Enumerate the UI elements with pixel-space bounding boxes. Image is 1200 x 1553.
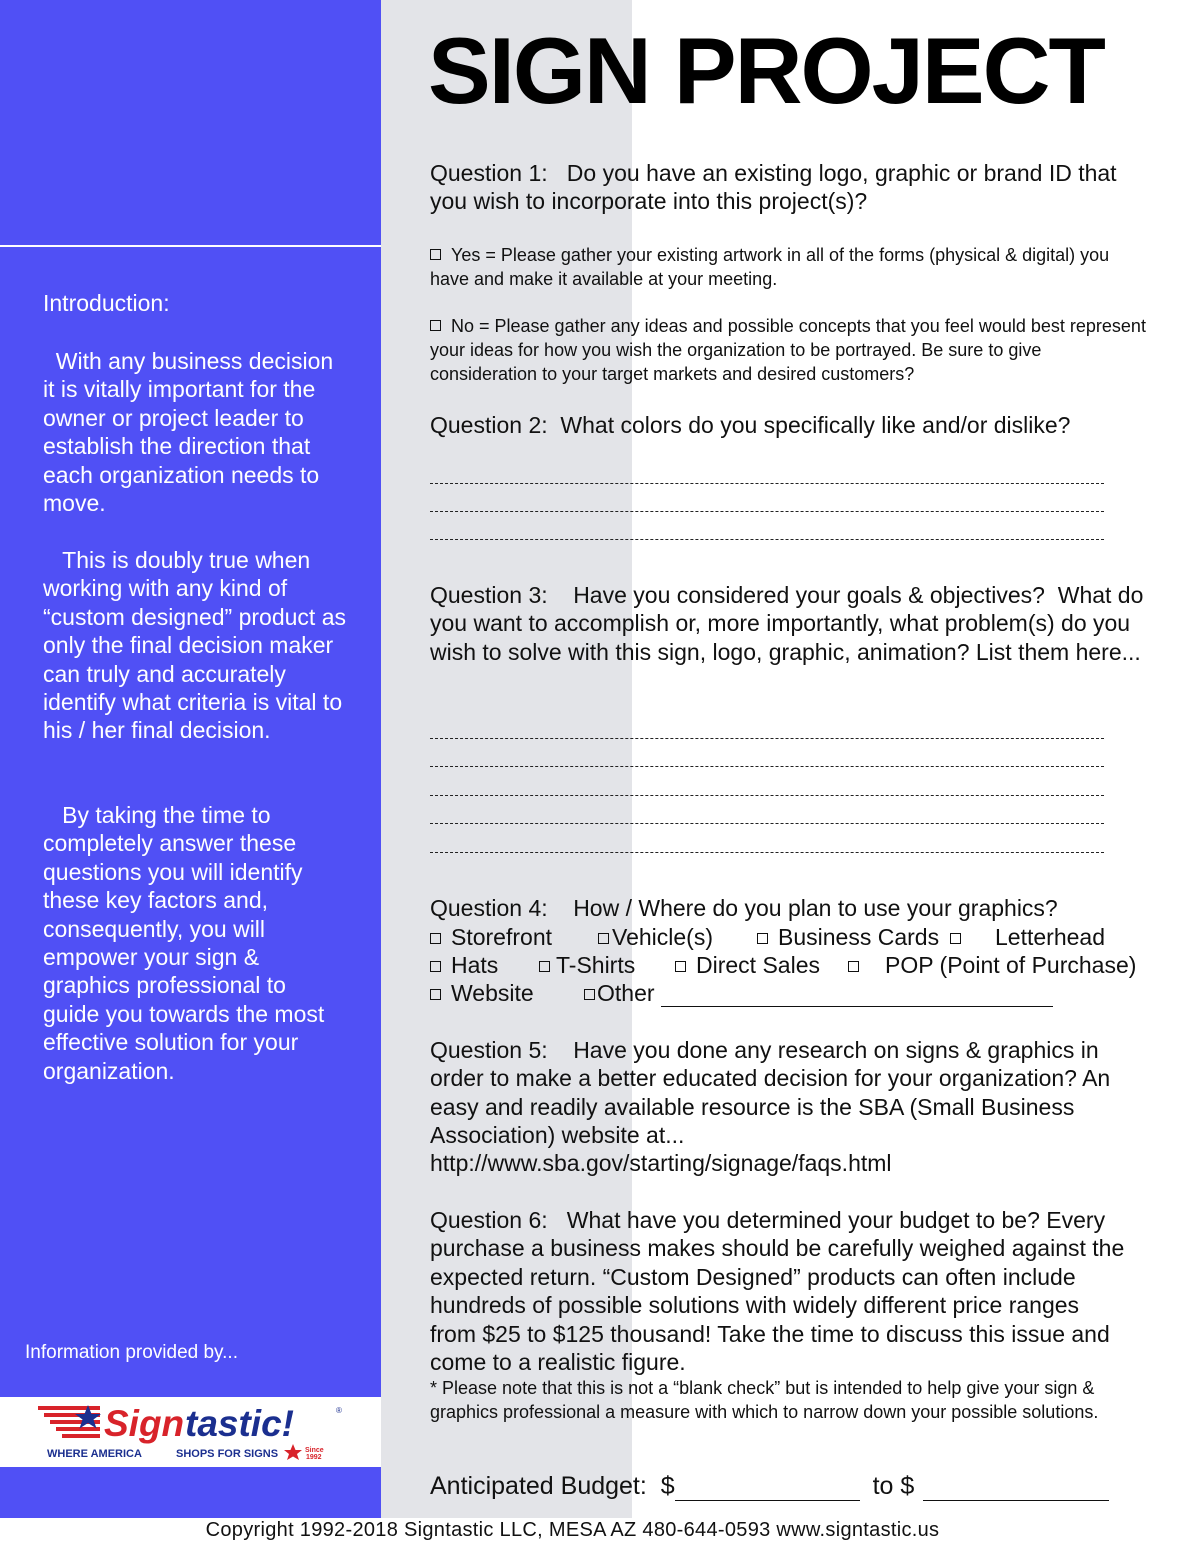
svg-text:®: ® bbox=[336, 1406, 342, 1415]
page-title: SIGN PROJECT bbox=[428, 18, 1104, 123]
sidebar-divider bbox=[0, 245, 381, 247]
question-6: Question 6: What have you determined your budget to be? Every purchase a business makes should be carefully weighed against the expected return. “Custom Designed” products can often include hundreds of possible solutions with widely different price ranges from $25 to $125 thousand! Take the time to discuss this issue and come to a realistic figure. bbox=[430, 1207, 1125, 1376]
option-vehicles[interactable]: Vehicle(s) bbox=[598, 923, 713, 951]
budget-min-input[interactable] bbox=[675, 1472, 860, 1501]
svg-text:1992: 1992 bbox=[306, 1454, 322, 1461]
option-tshirts[interactable]: T-Shirts bbox=[539, 951, 635, 979]
q1-yes-text: Yes = Please gather your existing artwork in all of the forms (physical & digital) you have and make it available at your meeting. bbox=[430, 245, 1110, 289]
q3-answer-line[interactable] bbox=[430, 738, 1104, 739]
q3-answer-line[interactable] bbox=[430, 766, 1104, 767]
checkbox-icon[interactable] bbox=[675, 961, 686, 972]
option-website[interactable]: Website bbox=[430, 979, 534, 1007]
checkbox-icon[interactable] bbox=[430, 320, 441, 331]
option-storefront[interactable]: Storefront bbox=[430, 923, 552, 951]
intro-label: Introduction: bbox=[43, 290, 170, 316]
question-5: Question 5: Have you done any research on signs & graphics in order to make a better educated decision for your organization? An easy and readily available resource is the SBA (Small Business Association) website at... bbox=[430, 1037, 1111, 1149]
budget-max-input[interactable] bbox=[923, 1472, 1109, 1501]
checkbox-icon[interactable] bbox=[757, 933, 768, 944]
q1-no-option[interactable] bbox=[430, 315, 1150, 386]
option-pop[interactable]: POP (Point of Purchase) bbox=[848, 951, 1136, 979]
svg-text:Since: Since bbox=[305, 1447, 324, 1454]
q2-answer-line[interactable] bbox=[430, 483, 1104, 484]
question-1: Question 1: Do you have an existing logo, graphic or brand ID that you wish to incorporate into this project(s)? bbox=[430, 160, 1117, 215]
sidebar-panel bbox=[0, 0, 381, 1518]
question-4: Question 4: How / Where do you plan to use your graphics? bbox=[430, 895, 1058, 921]
option-business-cards[interactable]: Business Cards bbox=[757, 923, 939, 951]
q3-answer-line[interactable] bbox=[430, 823, 1104, 824]
q2-answer-line[interactable] bbox=[430, 511, 1104, 512]
intro-paragraph-1: With any business decision it is vitally important for the owner or project leader to establish the direction that each organization needs to move. bbox=[43, 348, 334, 517]
checkbox-icon[interactable] bbox=[950, 933, 961, 944]
anticipated-budget bbox=[430, 1472, 1109, 1501]
checkbox-icon[interactable] bbox=[848, 961, 859, 972]
option-other[interactable]: Other bbox=[584, 979, 1053, 1007]
info-provided-label: Information provided by... bbox=[25, 1342, 238, 1363]
q2-answer-line[interactable] bbox=[430, 539, 1104, 540]
checkbox-icon[interactable] bbox=[430, 249, 441, 260]
intro-paragraph-2: This is doubly true when working with any kind of “custom designed” product as only the final decision maker can truly and accurately identify what criteria is vital to his / her final decision. bbox=[43, 547, 346, 744]
svg-text:tastic!: tastic! bbox=[185, 1403, 294, 1444]
other-input-line[interactable] bbox=[661, 980, 1053, 1007]
svg-text:Sign: Sign bbox=[104, 1403, 185, 1444]
logo-tagline-left: WHERE AMERICA bbox=[47, 1448, 142, 1460]
copyright-footer: Copyright 1992-2018 Signtastic LLC, MESA AZ 480-644-0593 www.signtastic.us bbox=[205, 1519, 940, 1541]
checkbox-icon[interactable] bbox=[430, 989, 441, 1000]
checkbox-icon[interactable] bbox=[598, 933, 609, 944]
checkbox-icon[interactable] bbox=[430, 933, 441, 944]
checkbox-icon[interactable] bbox=[430, 961, 441, 972]
budget-label: Anticipated Budget: $ bbox=[430, 1472, 675, 1500]
checkbox-icon[interactable] bbox=[584, 989, 595, 1000]
option-hats[interactable]: Hats bbox=[430, 951, 498, 979]
q3-answer-line[interactable] bbox=[430, 852, 1104, 853]
intro-paragraph-3: By taking the time to completely answer these questions you will identify these key factors and, consequently, you will empower your sign & graphics professional to guide you towards the most effective solution for your organization. bbox=[43, 802, 325, 1084]
q1-no-text: No = Please gather any ideas and possible concepts that you feel would best represent your ideas for how you wish the organization to be portrayed. Be sure to give consideration to your target markets and desired customers? bbox=[430, 316, 1146, 384]
logo-tagline-right: SHOPS FOR SIGNS bbox=[176, 1448, 279, 1460]
question-2: Question 2: What colors do you specifically like and/or dislike? bbox=[430, 412, 1071, 438]
checkbox-icon[interactable] bbox=[539, 961, 550, 972]
q1-yes-option[interactable] bbox=[430, 244, 1150, 292]
option-letterhead[interactable]: Letterhead bbox=[950, 923, 1105, 951]
q3-answer-line[interactable] bbox=[430, 795, 1104, 796]
signtastic-logo bbox=[0, 1397, 381, 1467]
option-direct-sales[interactable]: Direct Sales bbox=[675, 951, 820, 979]
signtastic-logo-graphic bbox=[0, 1397, 381, 1467]
budget-note: * Please note that this is not a “blank check” but is intended to help give your sign & graphics professional a measure with which to narrow down your possible solutions. bbox=[430, 1378, 1099, 1422]
question-3: Question 3: Have you considered your goals & objectives? What do you want to accomplish or, more importantly, what problem(s) do you wish to solve with this sign, logo, graphic, animation? List them here... bbox=[430, 582, 1144, 665]
budget-to-label: to $ bbox=[872, 1472, 915, 1500]
sba-link[interactable]: http://www.sba.gov/starting/signage/faqs.html bbox=[430, 1150, 892, 1176]
